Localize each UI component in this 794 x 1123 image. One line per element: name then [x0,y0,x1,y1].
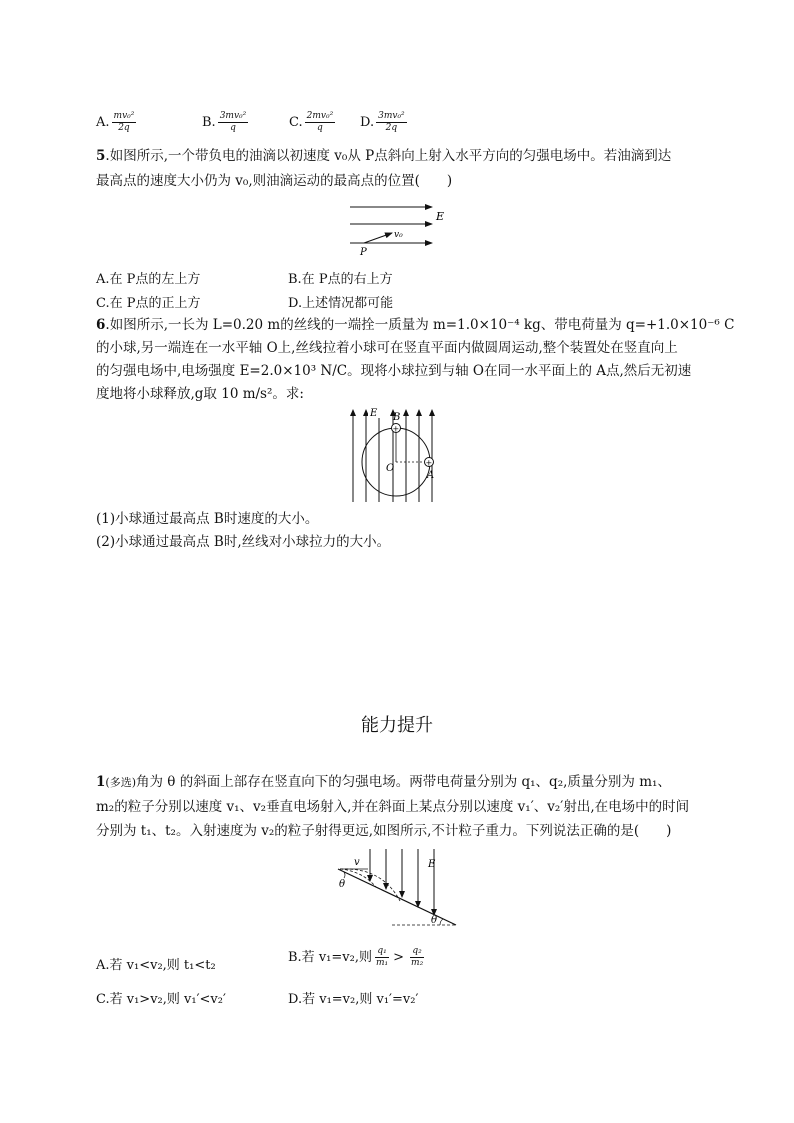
label-e: E [370,408,378,419]
q5-option-d: D.上述情况都可能 [288,296,394,311]
q4-option-c: C. $\frac{\text{2mv₀²}}{q}$ [289,111,334,133]
incline [338,869,456,925]
label-p: P [360,247,367,258]
q5-number: 5 [96,148,106,164]
q6-stem-line1: 6.如图所示,一长为 L=0.20 m的丝线的一端拴一质量为 m=1.0×10⁻⁴ kg、带电荷量为 q=+1.0×10⁻⁶ C [96,317,735,333]
p1-option-b: B.若 v₁=v₂,则 $\frac{\text{q₁}}{\text{m₁}}$ > $\frac{\text{q₂}}{\text{m₂}}$ [288,946,424,968]
q5-stem-line2: 最高点的速度大小仍为 v₀,则油滴运动的最高点的位置( ) [96,173,453,189]
velocity-arrow [364,233,392,243]
p1-option-a: A.若 v₁<v₂,则 t₁<t₂ [96,958,216,973]
label-e: E [436,210,445,223]
q5-option-b: B.在 P点的右上方 [288,272,393,287]
q5-figure [340,200,460,258]
q6-stem-line4: 度地将小球释放,g取 10 m/s²。求: [96,386,304,402]
p1-option-c: C.若 v₁>v₂,则 v₁′<v₂′ [96,992,226,1007]
p1-stem-line1: 1(多选)角为 θ 的斜面上部存在竖直向下的匀强电场。两带电荷量分别为 q₁、q₂,质量分别为 m₁、 [96,774,671,790]
p1-figure [332,845,460,929]
q5-option-c: C.在 P点的正上方 [96,296,201,311]
q5-option-a: A.在 P点的左上方 [96,272,201,287]
label-theta-bottom: θ [431,915,438,926]
label-v0: v₀ [394,230,403,240]
label-v: v [354,857,360,868]
label-theta-top: θ [339,879,346,890]
p1-stem-line2: m₂的粒子分别以速度 v₁、v₂垂直电场射入,并在斜面上某点分别以速度 v₁′、v₂′射出,在电场中的时间 [96,799,690,815]
q6-sub2: (2)小球通过最高点 B时,丝线对小球拉力的大小。 [96,534,391,550]
svg-text:+: + [392,424,400,434]
p1-option-d: D.若 v₁=v₂,则 v₁′=v₂′ [288,992,419,1007]
label-a: A [427,470,435,481]
svg-text:+: + [425,458,433,468]
q4-option-b: B. $\frac{\text{3mv₀²}}{q}$ [202,111,247,133]
q6-number: 6 [96,317,106,333]
label-e: E [428,859,436,870]
q6-sub1: (1)小球通过最高点 B时速度的大小。 [96,511,319,527]
p1-tag: (多选) [105,776,136,789]
p1-number: 1 [96,774,106,790]
q6-figure [345,406,445,504]
label-o: O [386,463,395,474]
label-b: B [393,412,401,423]
q4-option-d: D. $\frac{\text{3mv₀²}}{2q}$ [360,111,405,133]
q4-option-a: A. $\frac{\text{mv₀²}}{2q}$ [96,111,135,133]
q6-stem-line3: 的匀强电场中,电场强度 E=2.0×10³ N/C。现将小球拉到与轴 O在同一水平面上的 A点,然后无初速 [96,363,692,379]
p1-stem-line3: 分别为 t₁、t₂。入射速度为 v₂的粒子射得更远,如图所示,不计粒子重力。下列说法正确的是( ) [96,823,672,839]
section-title: 能力提升 [361,715,433,736]
q6-stem-line2: 的小球,另一端连在一水平轴 O上,丝线拉着小球可在竖直平面内做圆周运动,整个装置处在竖直向上 [96,340,678,356]
q5-stem-line1: 5.如图所示,一个带负电的油滴以初速度 v₀从 P点斜向上射入水平方向的匀强电场中。若油滴到达 [96,148,672,164]
